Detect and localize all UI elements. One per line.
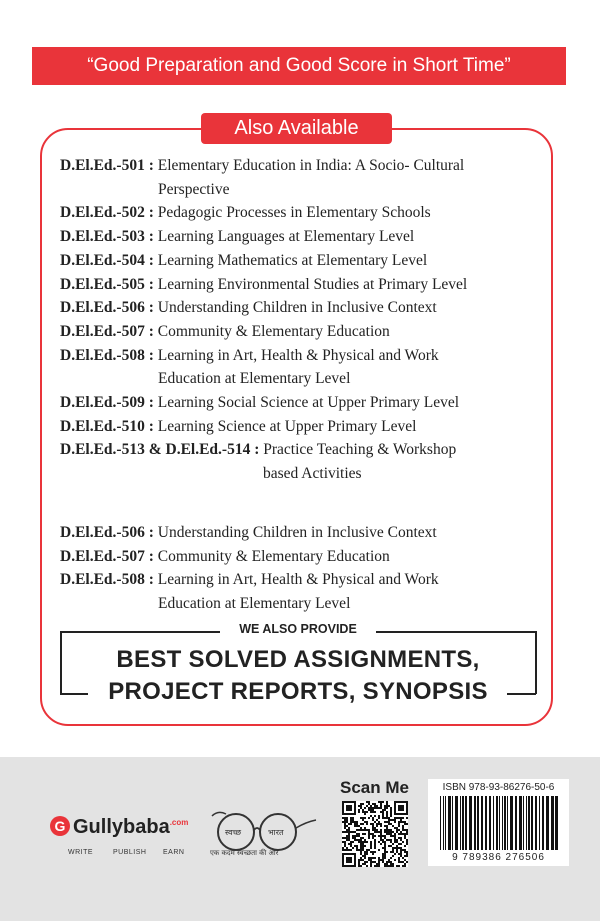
tagline-publish: PUBLISH	[113, 849, 147, 856]
course-code: D.El.Ed.-507 :	[60, 322, 154, 340]
we-also-provide-heading: WE ALSO PROVIDE	[239, 622, 357, 636]
course-title-continued: based Activities	[263, 465, 362, 483]
course-code: D.El.Ed.-505 :	[60, 275, 154, 293]
logo-g-icon: G	[50, 816, 70, 836]
list1-item	[60, 276, 467, 294]
course-code: D.El.Ed.-513 & D.El.Ed.-514 :	[60, 441, 260, 459]
course-code: D.El.Ed.-509 :	[60, 394, 154, 411]
course-title: Practice Teaching & Workshop	[259, 441, 457, 459]
course-title: Understanding Children in Inclusive Context	[153, 299, 437, 317]
course-title: Learning in Art, Health & Physical and Work	[153, 571, 439, 589]
barcode-bars	[438, 796, 559, 852]
also-available-title: Also Available	[201, 113, 392, 144]
course-title: Understanding Children in Inclusive Context	[153, 524, 437, 541]
course-code: D.El.Ed.-506 :	[60, 524, 154, 541]
list1-item	[60, 323, 390, 341]
divider-left	[60, 631, 220, 633]
course-title-continued: Education at Elementary Level	[158, 595, 351, 613]
list1-item	[60, 394, 459, 412]
course-code: D.El.Ed.-506 :	[60, 299, 154, 317]
divider-right	[376, 631, 536, 633]
course-title: Pedagogic Processes in Elementary Schools	[153, 204, 431, 222]
scan-me-label: Scan Me	[340, 778, 409, 797]
list1-item	[60, 252, 427, 270]
course-title: Learning Languages at Elementary Level	[153, 228, 415, 246]
course-title: Learning Mathematics at Elementary Level	[153, 251, 428, 269]
logo-com: .com	[169, 818, 189, 827]
ean-digits: 9 789386 276506	[452, 852, 545, 863]
services-line-2: PROJECT REPORTS, SYNOPSIS	[108, 678, 488, 705]
list1-item	[60, 228, 414, 246]
tagline-earn: EARN	[163, 849, 185, 856]
qr-code-icon[interactable]	[342, 801, 408, 867]
course-code: D.El.Ed.-508 :	[60, 346, 154, 364]
slogan-banner: “Good Preparation and Good Score in Short Time”	[32, 47, 566, 85]
list1-item	[60, 204, 431, 222]
list1-item	[60, 157, 464, 175]
course-title: Learning Science at Upper Primary Level	[153, 417, 417, 435]
course-code: D.El.Ed.-501 :	[60, 157, 154, 174]
course-code: D.El.Ed.-504 :	[60, 251, 154, 269]
course-code: D.El.Ed.-507 :	[60, 547, 154, 565]
isbn-barcode	[428, 779, 569, 866]
course-title: Community & Elementary Education	[153, 322, 390, 340]
list2-item	[60, 524, 437, 542]
course-code: D.El.Ed.-502 :	[60, 204, 154, 222]
tagline-write: WRITE	[68, 849, 94, 856]
course-code: D.El.Ed.-503 :	[60, 228, 154, 246]
course-title: Learning Social Science at Upper Primary Level	[153, 394, 460, 411]
gullybaba-logo	[50, 816, 188, 839]
list1-item	[60, 299, 437, 317]
services-line-1: BEST SOLVED ASSIGNMENTS,	[116, 646, 480, 673]
swachh-left-text: स्वच्छ	[225, 828, 242, 837]
list2-item	[60, 548, 390, 566]
course-title: Community & Elementary Education	[153, 547, 390, 565]
course-code: D.El.Ed.-508 :	[60, 571, 154, 589]
course-title-continued: Education at Elementary Level	[158, 370, 351, 388]
course-title: Learning in Art, Health & Physical and Work	[153, 346, 439, 364]
logo-text: Gullybaba	[73, 816, 170, 838]
list1-item	[60, 441, 456, 459]
swachh-right-text: भारत	[268, 828, 284, 837]
list1-item	[60, 347, 439, 365]
course-code: D.El.Ed.-510 :	[60, 417, 154, 435]
course-title: Elementary Education in India: A Socio- Cultural	[153, 157, 465, 174]
course-title: Learning Environmental Studies at Primary Level	[153, 275, 468, 293]
isbn-text: ISBN 978-93-86276-50-6	[442, 782, 555, 793]
course-title-continued: Perspective	[158, 180, 230, 198]
list1-item	[60, 418, 416, 436]
swachh-caption: एक कदम स्वच्छता की ओर	[210, 849, 279, 857]
list2-item	[60, 571, 439, 589]
